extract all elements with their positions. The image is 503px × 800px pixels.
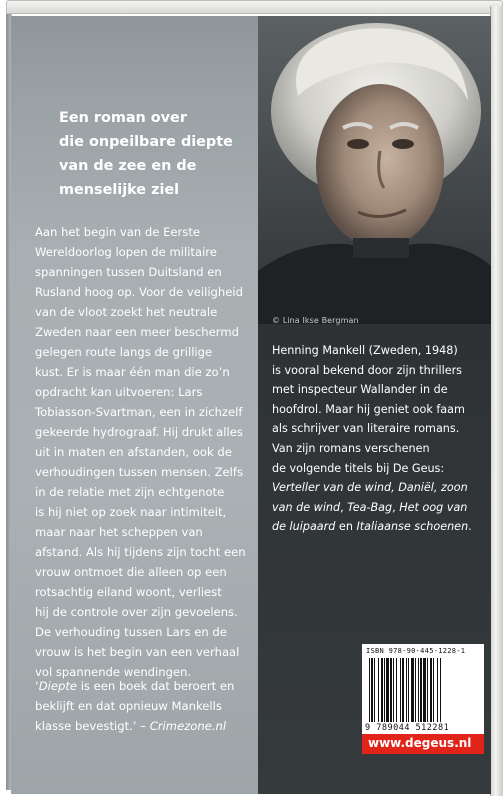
blurb-line: is hij niet op zoek naar intimiteit,: [35, 505, 227, 519]
barcode-bar: [381, 658, 383, 722]
author-line: is vooral bekend door zijn thrillers: [272, 363, 463, 377]
barcode-bar: [384, 658, 385, 722]
right-author-panel: [258, 16, 491, 794]
blurb-line: vol spannende wendingen.: [35, 665, 192, 679]
blurb-line: vrouw is het begin van een verhaal: [35, 645, 240, 659]
author-line: Van zijn romans verschenen: [272, 441, 430, 455]
blurb-line: van de vloot zoekt het neutrale: [35, 305, 218, 319]
barcode-bars: [368, 658, 478, 722]
blurb-line: rotsachtig eiland woont, verliest: [35, 585, 222, 599]
author-line: [272, 498, 486, 518]
barcode-bar: [408, 658, 409, 722]
barcode-bar: [369, 658, 370, 722]
blurb-line: Rusland hoog op. Voor de veiligheid: [35, 285, 243, 299]
barcode-bar: [386, 658, 389, 722]
book-back-cover: [11, 16, 491, 794]
barcode-bar: [437, 658, 438, 722]
barcode-bar: [420, 658, 422, 722]
blurb-line: verhoudingen tussen mensen. Zelfs: [35, 465, 244, 479]
author-line: Verteller van de wind, Daniël, zoon: [272, 481, 468, 495]
blurb-line: Aan het begin van de Eerste: [35, 225, 201, 239]
author-photo: [258, 16, 491, 324]
author-line: de volgende titels bij De Geus:: [272, 461, 445, 475]
barcode-bar: [390, 658, 392, 722]
barcode-bar: [378, 658, 379, 722]
author-line: Henning Mankell (Zweden, 1948): [272, 344, 458, 357]
blurb-line: opdracht kan uitvoeren: Lars: [35, 385, 203, 399]
blurb-line: uit in maten en afstanden, ook de: [35, 445, 232, 459]
barcode-digits: 9 789044 512281: [365, 723, 450, 733]
blurb-line: Tobiasson-Svartman, een in zichzelf: [35, 405, 243, 419]
blurb-line: afstand. Als hij tijdens zijn tocht een: [35, 545, 246, 559]
book-title: Het oog van: [399, 500, 468, 514]
quote-text: klasse bevestigt.’ –: [35, 719, 150, 733]
barcode-bar: [402, 658, 404, 722]
barcode-bar: [440, 658, 441, 722]
blurb-line: maar naar het scheppen van: [35, 525, 203, 539]
barcode-bar: [396, 658, 397, 722]
photo-credit: © Lina Ikse Bergman: [272, 316, 359, 325]
headline-line: Een roman over: [59, 110, 187, 126]
author-line: [272, 517, 486, 537]
book-title: Italiaanse schoenen: [356, 520, 469, 534]
barcode-bar: [423, 658, 426, 722]
blurb-line: gelegen route langs de grillige: [35, 345, 213, 359]
separator: ,: [340, 500, 348, 514]
barcode-bar: [430, 658, 432, 722]
barcode-bar: [393, 658, 394, 722]
review-quote: [35, 676, 257, 736]
separator: ,: [392, 500, 400, 514]
book-title: van de wind: [272, 500, 341, 514]
quote-text: is een boek dat beroert en: [77, 679, 235, 693]
quote-title: Diepte: [38, 679, 78, 693]
blurb-line: spanningen tussen Duitsland en: [35, 265, 222, 279]
barcode-bar: [415, 658, 416, 722]
left-text-panel: [11, 16, 258, 794]
barcode-bar: [406, 658, 407, 722]
barcode-bar: [371, 658, 373, 722]
quote-line: beklijft en dat opnieuw Mankells: [35, 699, 222, 713]
barcode-bar: [400, 658, 401, 722]
headline-line: van de zee en de: [59, 158, 197, 174]
blurb-text: [35, 222, 257, 682]
quote-source: Crimezone.nl: [149, 719, 227, 733]
blurb-line: gekeerde hydrograaf. Hij drukt alles: [35, 425, 243, 439]
publisher-url-bar: [362, 734, 484, 754]
quote-line: [35, 716, 257, 736]
book-title: de luipaard: [272, 520, 336, 534]
blurb-line: De verhouding tussen Lars en de: [35, 625, 227, 639]
barcode-bar: [374, 658, 375, 722]
book-pages-top-edge: [6, 0, 503, 14]
quote-line: [35, 676, 257, 696]
period: .: [468, 520, 472, 534]
author-line: hoofdrol. Maar hij geniet ook faam: [272, 402, 465, 416]
quote-open: ‘: [35, 679, 39, 693]
blurb-line: kust. Er is maar één man die zo’n: [35, 365, 230, 379]
publisher-url: www.degeus.nl: [368, 736, 472, 750]
blurb-line: Zweden naar een meer beschermd: [35, 325, 240, 339]
author-line: als schrijver van literaire romans.: [272, 422, 460, 436]
isbn-text: ISBN 978-90-445-1228-1: [366, 647, 466, 655]
blurb-line: hij de controle over zijn gevoelens.: [35, 605, 238, 619]
author-portrait-image: [258, 16, 491, 324]
barcode-bar: [433, 658, 434, 722]
barcode-bar: [418, 658, 419, 722]
headline-line: die onpeilbare diepte: [59, 134, 233, 150]
author-line: met inspecteur Wallander in de: [272, 383, 448, 397]
blurb-line: Wereldoorlog lopen de militaire: [35, 245, 217, 259]
barcode-bar: [411, 658, 414, 722]
headline-line: menselijke ziel: [59, 182, 180, 198]
barcode-bar: [427, 658, 428, 722]
conjunction: en: [335, 520, 357, 534]
book-pages-right-edge: [490, 6, 503, 796]
blurb-line: vrouw ontmoet die alleen op een: [35, 565, 227, 579]
headline: [59, 106, 259, 202]
barcode-label: [362, 644, 484, 754]
blurb-line: in de relatie met zijn echtgenote: [35, 485, 225, 499]
book-title: Tea-Bag: [347, 500, 393, 514]
author-bio: [272, 341, 486, 537]
